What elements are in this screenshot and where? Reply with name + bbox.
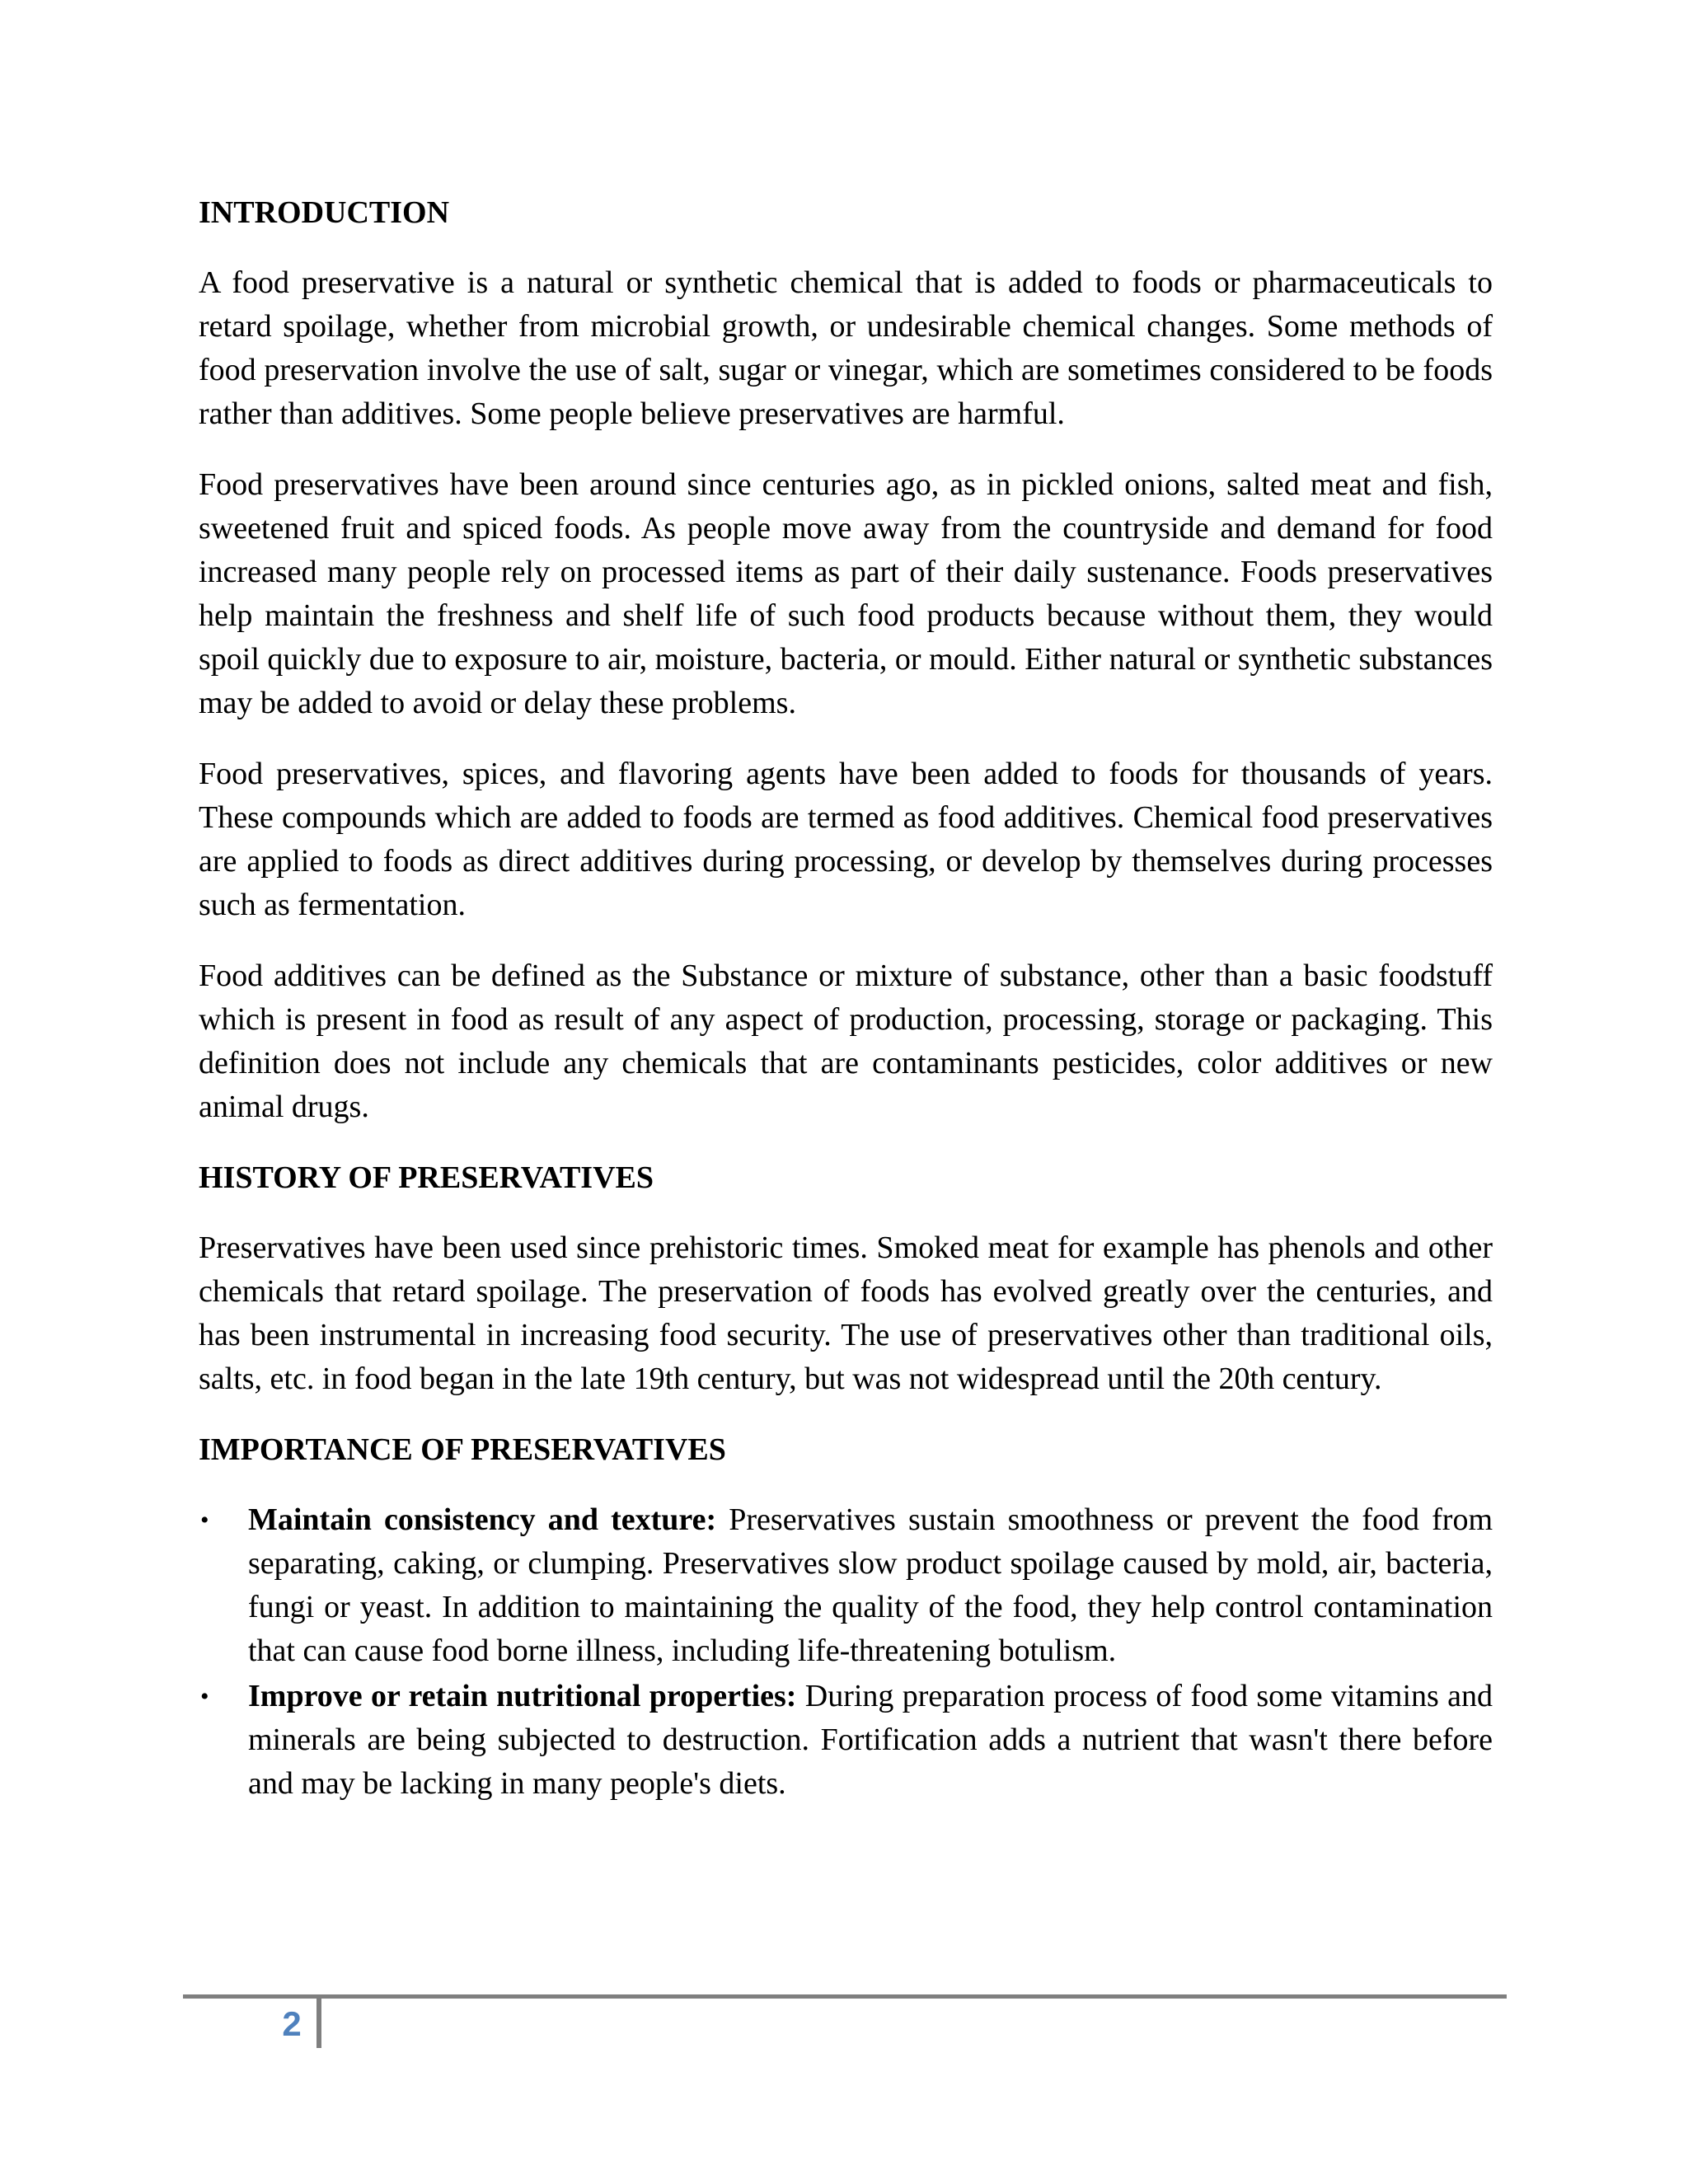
list-item-label: Improve or retain nutritional properties: [248, 1679, 805, 1713]
importance-list [199, 1498, 1493, 1806]
introduction-heading: INTRODUCTION [199, 195, 450, 230]
list-item [199, 1675, 1493, 1806]
introduction-paragraph-4: Food additives can be defined as the Substance or mixture of substance, other than a basic foodstuff which is present in food as result of any aspect of production, processing, storage or packaging. This definition does not include any chemicals that are contaminants pesticides, color additives or new animal drugs. [199, 958, 1493, 1124]
introduction-paragraph-1: A food preservative is a natural or synthetic chemical that is added to foods or pharmaceuticals to retard spoilage, whether from microbial growth, or undesirable chemical changes. Some methods of food preservation involve the use of salt, sugar or vinegar, which are sometimes considered to be foods rather than additives. Some people believe preservatives are harmful. [199, 265, 1493, 431]
list-item-text: Preservatives sustain smoothness or prevent the food from separating, caking, or clumping. Preservatives slow product spoilage caused by mold, air, bacteria, fungi or yeast. In addition to maintaining the quality of the food, they help control contamination that can cause food borne illness, including life-threatening botulism. [248, 1502, 1493, 1668]
importance-heading: IMPORTANCE OF PRESERVATIVES [199, 1432, 726, 1467]
history-paragraph: Preservatives have been used since prehistoric times. Smoked meat for example has phenols and other chemicals that retard spoilage. The preservation of foods has evolved greatly over the centuries, and has been instrumental in increasing food security. The use of preservatives other than traditional oils, salts, etc. in food began in the late 19th century, but was not widespread until the 20th century. [199, 1230, 1493, 1396]
history-heading: HISTORY OF PRESERVATIVES [199, 1160, 654, 1195]
bullet-icon: • [200, 1507, 209, 1534]
footer-divider [316, 1994, 321, 2048]
list-item-label: Maintain consistency and texture: [248, 1502, 729, 1537]
introduction-paragraph-2: Food preservatives have been around since centuries ago, as in pickled onions, salted meat and fish, sweetened fruit and spiced foods. As people move away from the countryside and demand for food increased many people rely on processed items as part of their daily sustenance. Foods preservatives help maintain the freshness and shelf life of such food products because without them, they would spoil quickly due to exposure to air, moisture, bacteria, or mould. Either natural or synthetic substances may be added to avoid or delay these problems. [199, 467, 1493, 720]
footer-rule [183, 1994, 1507, 1999]
page-number: 2 [282, 2004, 302, 2043]
list-item-text: During preparation process of food some vitamins and minerals are being subjected to destruction. Fortification adds a nutrient that wasn't there before and may be lacking in many people's diets. [248, 1679, 1493, 1801]
introduction-paragraph-3: Food preservatives, spices, and flavoring agents have been added to foods for thousands of years. These compounds which are added to foods are termed as food additives. Chemical food preservatives are applied to foods as direct additives during processing, or develop by themselves during processes such as fermentation. [199, 757, 1493, 922]
list-item [199, 1498, 1493, 1673]
document-page [199, 191, 1493, 1807]
bullet-icon: • [200, 1683, 209, 1710]
